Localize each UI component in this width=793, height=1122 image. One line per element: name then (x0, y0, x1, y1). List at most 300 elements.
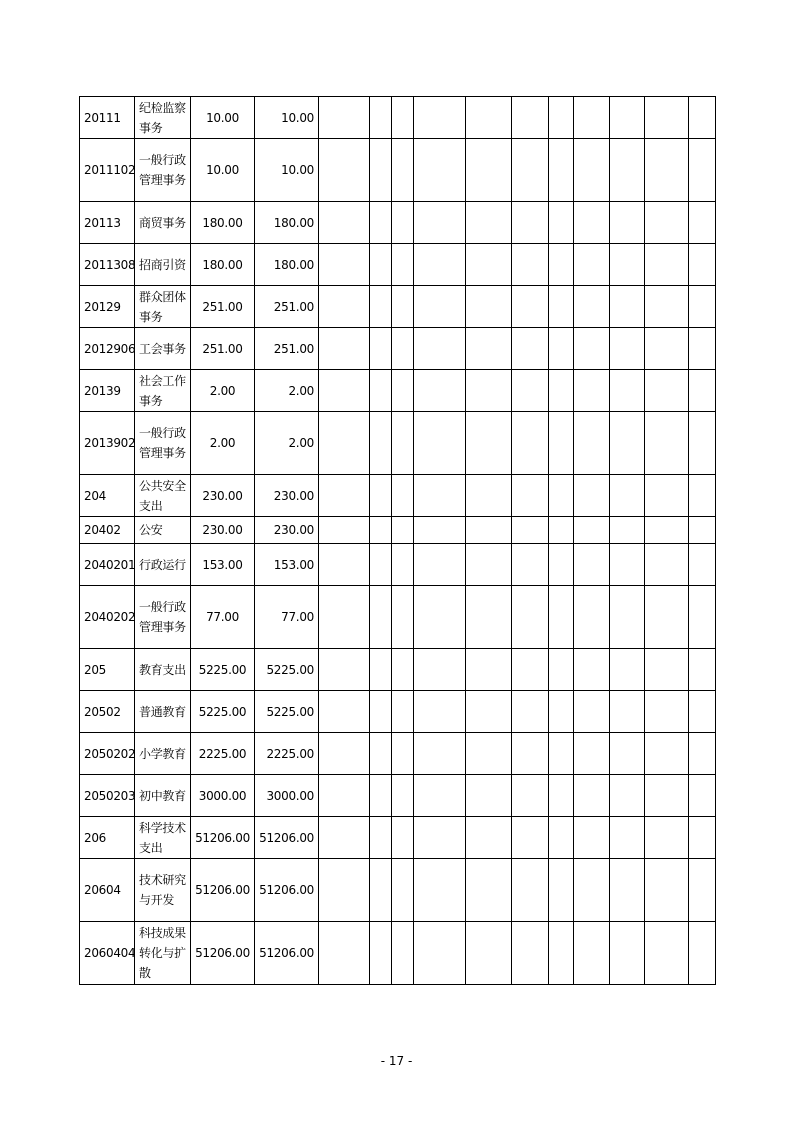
empty-cell (414, 649, 466, 691)
empty-cell (645, 817, 689, 859)
empty-cell (512, 517, 549, 544)
row-basic: 180.00 (255, 202, 319, 244)
row-code: 2060404 (80, 922, 135, 985)
empty-cell (645, 775, 689, 817)
empty-cell (392, 370, 414, 412)
empty-cell (610, 286, 645, 328)
empty-cell (414, 139, 466, 202)
empty-cell (319, 244, 370, 286)
table-row (80, 817, 716, 859)
empty-cell (370, 202, 392, 244)
empty-cell (370, 517, 392, 544)
empty-cell (319, 859, 370, 922)
empty-cell (512, 139, 549, 202)
table-row (80, 370, 716, 412)
row-basic: 2225.00 (255, 733, 319, 775)
row-name: 招商引资 (135, 244, 191, 286)
empty-cell (549, 97, 574, 139)
empty-cell (392, 544, 414, 586)
empty-cell (645, 244, 689, 286)
empty-cell (414, 544, 466, 586)
empty-cell (574, 286, 610, 328)
empty-cell (512, 733, 549, 775)
empty-cell (392, 922, 414, 985)
empty-cell (370, 775, 392, 817)
row-basic: 2.00 (255, 370, 319, 412)
empty-cell (392, 328, 414, 370)
page-number: - 17 - (380, 1054, 413, 1068)
row-basic: 251.00 (255, 286, 319, 328)
empty-cell (466, 328, 512, 370)
empty-cell (392, 517, 414, 544)
empty-cell (574, 817, 610, 859)
table-row (80, 517, 716, 544)
empty-cell (549, 859, 574, 922)
row-total: 180.00 (191, 202, 255, 244)
empty-cell (512, 922, 549, 985)
empty-cell (414, 922, 466, 985)
empty-cell (549, 475, 574, 517)
empty-cell (610, 733, 645, 775)
empty-cell (645, 475, 689, 517)
row-code: 20129 (80, 286, 135, 328)
empty-cell (370, 649, 392, 691)
row-code: 2040202 (80, 586, 135, 649)
empty-cell (574, 475, 610, 517)
empty-cell (392, 649, 414, 691)
empty-cell (466, 775, 512, 817)
table-row (80, 733, 716, 775)
row-total: 251.00 (191, 328, 255, 370)
empty-cell (689, 202, 716, 244)
table-row (80, 649, 716, 691)
row-basic: 180.00 (255, 244, 319, 286)
row-name: 技术研究与开发 (135, 859, 191, 922)
row-basic: 2.00 (255, 412, 319, 475)
table-row (80, 691, 716, 733)
row-name: 小学教育 (135, 733, 191, 775)
empty-cell (574, 544, 610, 586)
empty-cell (645, 859, 689, 922)
empty-cell (512, 328, 549, 370)
empty-cell (689, 412, 716, 475)
empty-cell (466, 691, 512, 733)
empty-cell (610, 586, 645, 649)
empty-cell (645, 733, 689, 775)
row-name: 科学技术支出 (135, 817, 191, 859)
empty-cell (512, 586, 549, 649)
row-name: 行政运行 (135, 544, 191, 586)
empty-cell (549, 733, 574, 775)
empty-cell (610, 517, 645, 544)
empty-cell (319, 412, 370, 475)
empty-cell (689, 139, 716, 202)
empty-cell (512, 244, 549, 286)
empty-cell (549, 286, 574, 328)
empty-cell (645, 370, 689, 412)
empty-cell (645, 202, 689, 244)
empty-cell (549, 244, 574, 286)
empty-cell (689, 475, 716, 517)
empty-cell (414, 817, 466, 859)
empty-cell (645, 139, 689, 202)
row-total: 2225.00 (191, 733, 255, 775)
empty-cell (549, 202, 574, 244)
row-code: 20139 (80, 370, 135, 412)
row-total: 230.00 (191, 475, 255, 517)
empty-cell (512, 475, 549, 517)
empty-cell (370, 475, 392, 517)
empty-cell (512, 202, 549, 244)
empty-cell (414, 328, 466, 370)
empty-cell (549, 775, 574, 817)
empty-cell (319, 733, 370, 775)
empty-cell (610, 775, 645, 817)
table-row (80, 202, 716, 244)
table-row (80, 859, 716, 922)
table-row (80, 775, 716, 817)
empty-cell (319, 817, 370, 859)
empty-cell (370, 244, 392, 286)
empty-cell (466, 139, 512, 202)
empty-cell (392, 775, 414, 817)
empty-cell (319, 202, 370, 244)
empty-cell (370, 817, 392, 859)
empty-cell (549, 544, 574, 586)
empty-cell (319, 775, 370, 817)
row-name: 公共安全支出 (135, 475, 191, 517)
row-basic: 230.00 (255, 517, 319, 544)
empty-cell (370, 922, 392, 985)
empty-cell (466, 544, 512, 586)
empty-cell (466, 286, 512, 328)
empty-cell (466, 817, 512, 859)
empty-cell (414, 475, 466, 517)
row-basic: 77.00 (255, 586, 319, 649)
row-name: 科技成果转化与扩散 (135, 922, 191, 985)
empty-cell (414, 859, 466, 922)
empty-cell (466, 517, 512, 544)
empty-cell (319, 691, 370, 733)
empty-cell (414, 691, 466, 733)
row-name: 普通教育 (135, 691, 191, 733)
empty-cell (512, 775, 549, 817)
empty-cell (392, 139, 414, 202)
empty-cell (549, 817, 574, 859)
empty-cell (370, 859, 392, 922)
empty-cell (574, 370, 610, 412)
empty-cell (466, 244, 512, 286)
table-row (80, 328, 716, 370)
row-basic: 10.00 (255, 139, 319, 202)
row-total: 153.00 (191, 544, 255, 586)
empty-cell (574, 649, 610, 691)
empty-cell (512, 859, 549, 922)
empty-cell (549, 328, 574, 370)
empty-cell (610, 649, 645, 691)
empty-cell (645, 328, 689, 370)
empty-cell (512, 97, 549, 139)
empty-cell (319, 139, 370, 202)
row-basic: 10.00 (255, 97, 319, 139)
empty-cell (370, 691, 392, 733)
empty-cell (466, 412, 512, 475)
table-row (80, 922, 716, 985)
empty-cell (574, 139, 610, 202)
empty-cell (392, 412, 414, 475)
empty-cell (610, 691, 645, 733)
row-basic: 5225.00 (255, 691, 319, 733)
table-row (80, 412, 716, 475)
row-name: 商贸事务 (135, 202, 191, 244)
row-total: 5225.00 (191, 691, 255, 733)
empty-cell (610, 97, 645, 139)
empty-cell (392, 859, 414, 922)
empty-cell (466, 202, 512, 244)
empty-cell (370, 412, 392, 475)
row-code: 20604 (80, 859, 135, 922)
row-name: 纪检监察事务 (135, 97, 191, 139)
empty-cell (392, 286, 414, 328)
empty-cell (370, 586, 392, 649)
empty-cell (689, 817, 716, 859)
empty-cell (392, 691, 414, 733)
table-row (80, 286, 716, 328)
empty-cell (574, 733, 610, 775)
empty-cell (574, 691, 610, 733)
row-code: 2050203 (80, 775, 135, 817)
row-basic: 153.00 (255, 544, 319, 586)
empty-cell (414, 97, 466, 139)
empty-cell (414, 775, 466, 817)
empty-cell (370, 733, 392, 775)
empty-cell (414, 202, 466, 244)
empty-cell (689, 859, 716, 922)
empty-cell (610, 412, 645, 475)
row-total: 2.00 (191, 412, 255, 475)
empty-cell (689, 586, 716, 649)
empty-cell (610, 922, 645, 985)
empty-cell (610, 244, 645, 286)
empty-cell (689, 97, 716, 139)
empty-cell (574, 412, 610, 475)
empty-cell (466, 922, 512, 985)
row-total: 230.00 (191, 517, 255, 544)
empty-cell (466, 733, 512, 775)
empty-cell (319, 328, 370, 370)
row-basic: 51206.00 (255, 922, 319, 985)
row-code: 2012906 (80, 328, 135, 370)
empty-cell (319, 97, 370, 139)
empty-cell (512, 412, 549, 475)
empty-cell (574, 244, 610, 286)
row-code: 20402 (80, 517, 135, 544)
empty-cell (549, 517, 574, 544)
empty-cell (645, 286, 689, 328)
empty-cell (610, 139, 645, 202)
empty-cell (319, 286, 370, 328)
empty-cell (689, 922, 716, 985)
empty-cell (574, 328, 610, 370)
empty-cell (689, 733, 716, 775)
row-basic: 251.00 (255, 328, 319, 370)
empty-cell (689, 286, 716, 328)
empty-cell (370, 370, 392, 412)
empty-cell (574, 775, 610, 817)
empty-cell (549, 412, 574, 475)
empty-cell (689, 544, 716, 586)
row-name: 群众团体事务 (135, 286, 191, 328)
empty-cell (689, 328, 716, 370)
empty-cell (689, 517, 716, 544)
row-code: 2013902 (80, 412, 135, 475)
row-code: 206 (80, 817, 135, 859)
table-row (80, 544, 716, 586)
empty-cell (574, 586, 610, 649)
row-code: 2040201 (80, 544, 135, 586)
empty-cell (370, 139, 392, 202)
table-body (80, 97, 716, 985)
empty-cell (549, 649, 574, 691)
empty-cell (645, 412, 689, 475)
empty-cell (610, 544, 645, 586)
empty-cell (512, 817, 549, 859)
row-name: 一般行政管理事务 (135, 586, 191, 649)
empty-cell (414, 412, 466, 475)
empty-cell (392, 475, 414, 517)
empty-cell (512, 649, 549, 691)
empty-cell (392, 97, 414, 139)
empty-cell (319, 922, 370, 985)
row-code: 20111 (80, 97, 135, 139)
empty-cell (414, 586, 466, 649)
empty-cell (370, 97, 392, 139)
empty-cell (549, 139, 574, 202)
empty-cell (574, 517, 610, 544)
row-code: 205 (80, 649, 135, 691)
empty-cell (549, 370, 574, 412)
empty-cell (645, 586, 689, 649)
row-name: 初中教育 (135, 775, 191, 817)
empty-cell (392, 817, 414, 859)
empty-cell (645, 544, 689, 586)
empty-cell (392, 733, 414, 775)
empty-cell (610, 475, 645, 517)
table-row (80, 586, 716, 649)
row-basic: 230.00 (255, 475, 319, 517)
empty-cell (549, 922, 574, 985)
empty-cell (392, 586, 414, 649)
empty-cell (392, 244, 414, 286)
row-code: 20502 (80, 691, 135, 733)
empty-cell (549, 691, 574, 733)
row-total: 51206.00 (191, 817, 255, 859)
empty-cell (319, 370, 370, 412)
empty-cell (689, 649, 716, 691)
empty-cell (319, 586, 370, 649)
table-row (80, 139, 716, 202)
empty-cell (512, 286, 549, 328)
empty-cell (610, 859, 645, 922)
empty-cell (645, 517, 689, 544)
empty-cell (319, 649, 370, 691)
empty-cell (319, 544, 370, 586)
row-total: 51206.00 (191, 922, 255, 985)
row-code: 2011308 (80, 244, 135, 286)
row-name: 教育支出 (135, 649, 191, 691)
row-total: 251.00 (191, 286, 255, 328)
empty-cell (689, 244, 716, 286)
row-code: 204 (80, 475, 135, 517)
empty-cell (370, 544, 392, 586)
empty-cell (645, 922, 689, 985)
empty-cell (645, 691, 689, 733)
empty-cell (574, 97, 610, 139)
empty-cell (466, 649, 512, 691)
row-name: 社会工作事务 (135, 370, 191, 412)
row-code: 2011102 (80, 139, 135, 202)
empty-cell (549, 586, 574, 649)
empty-cell (512, 544, 549, 586)
empty-cell (689, 775, 716, 817)
empty-cell (610, 202, 645, 244)
empty-cell (319, 517, 370, 544)
row-basic: 51206.00 (255, 859, 319, 922)
empty-cell (610, 817, 645, 859)
row-code: 20113 (80, 202, 135, 244)
row-total: 77.00 (191, 586, 255, 649)
empty-cell (414, 370, 466, 412)
row-name: 工会事务 (135, 328, 191, 370)
table-row (80, 97, 716, 139)
empty-cell (414, 517, 466, 544)
empty-cell (574, 859, 610, 922)
row-basic: 51206.00 (255, 817, 319, 859)
empty-cell (414, 733, 466, 775)
empty-cell (370, 328, 392, 370)
empty-cell (370, 286, 392, 328)
empty-cell (466, 475, 512, 517)
budget-table (79, 96, 716, 985)
empty-cell (466, 586, 512, 649)
row-total: 180.00 (191, 244, 255, 286)
row-name: 公安 (135, 517, 191, 544)
row-total: 10.00 (191, 139, 255, 202)
empty-cell (574, 202, 610, 244)
empty-cell (689, 691, 716, 733)
empty-cell (414, 286, 466, 328)
empty-cell (610, 328, 645, 370)
row-basic: 5225.00 (255, 649, 319, 691)
empty-cell (466, 370, 512, 412)
empty-cell (574, 922, 610, 985)
empty-cell (414, 244, 466, 286)
empty-cell (319, 475, 370, 517)
row-total: 51206.00 (191, 859, 255, 922)
table-row (80, 244, 716, 286)
empty-cell (645, 97, 689, 139)
empty-cell (512, 691, 549, 733)
empty-cell (610, 370, 645, 412)
row-total: 3000.00 (191, 775, 255, 817)
empty-cell (466, 859, 512, 922)
row-name: 一般行政管理事务 (135, 139, 191, 202)
empty-cell (689, 370, 716, 412)
row-code: 2050202 (80, 733, 135, 775)
row-total: 2.00 (191, 370, 255, 412)
empty-cell (645, 649, 689, 691)
row-name: 一般行政管理事务 (135, 412, 191, 475)
